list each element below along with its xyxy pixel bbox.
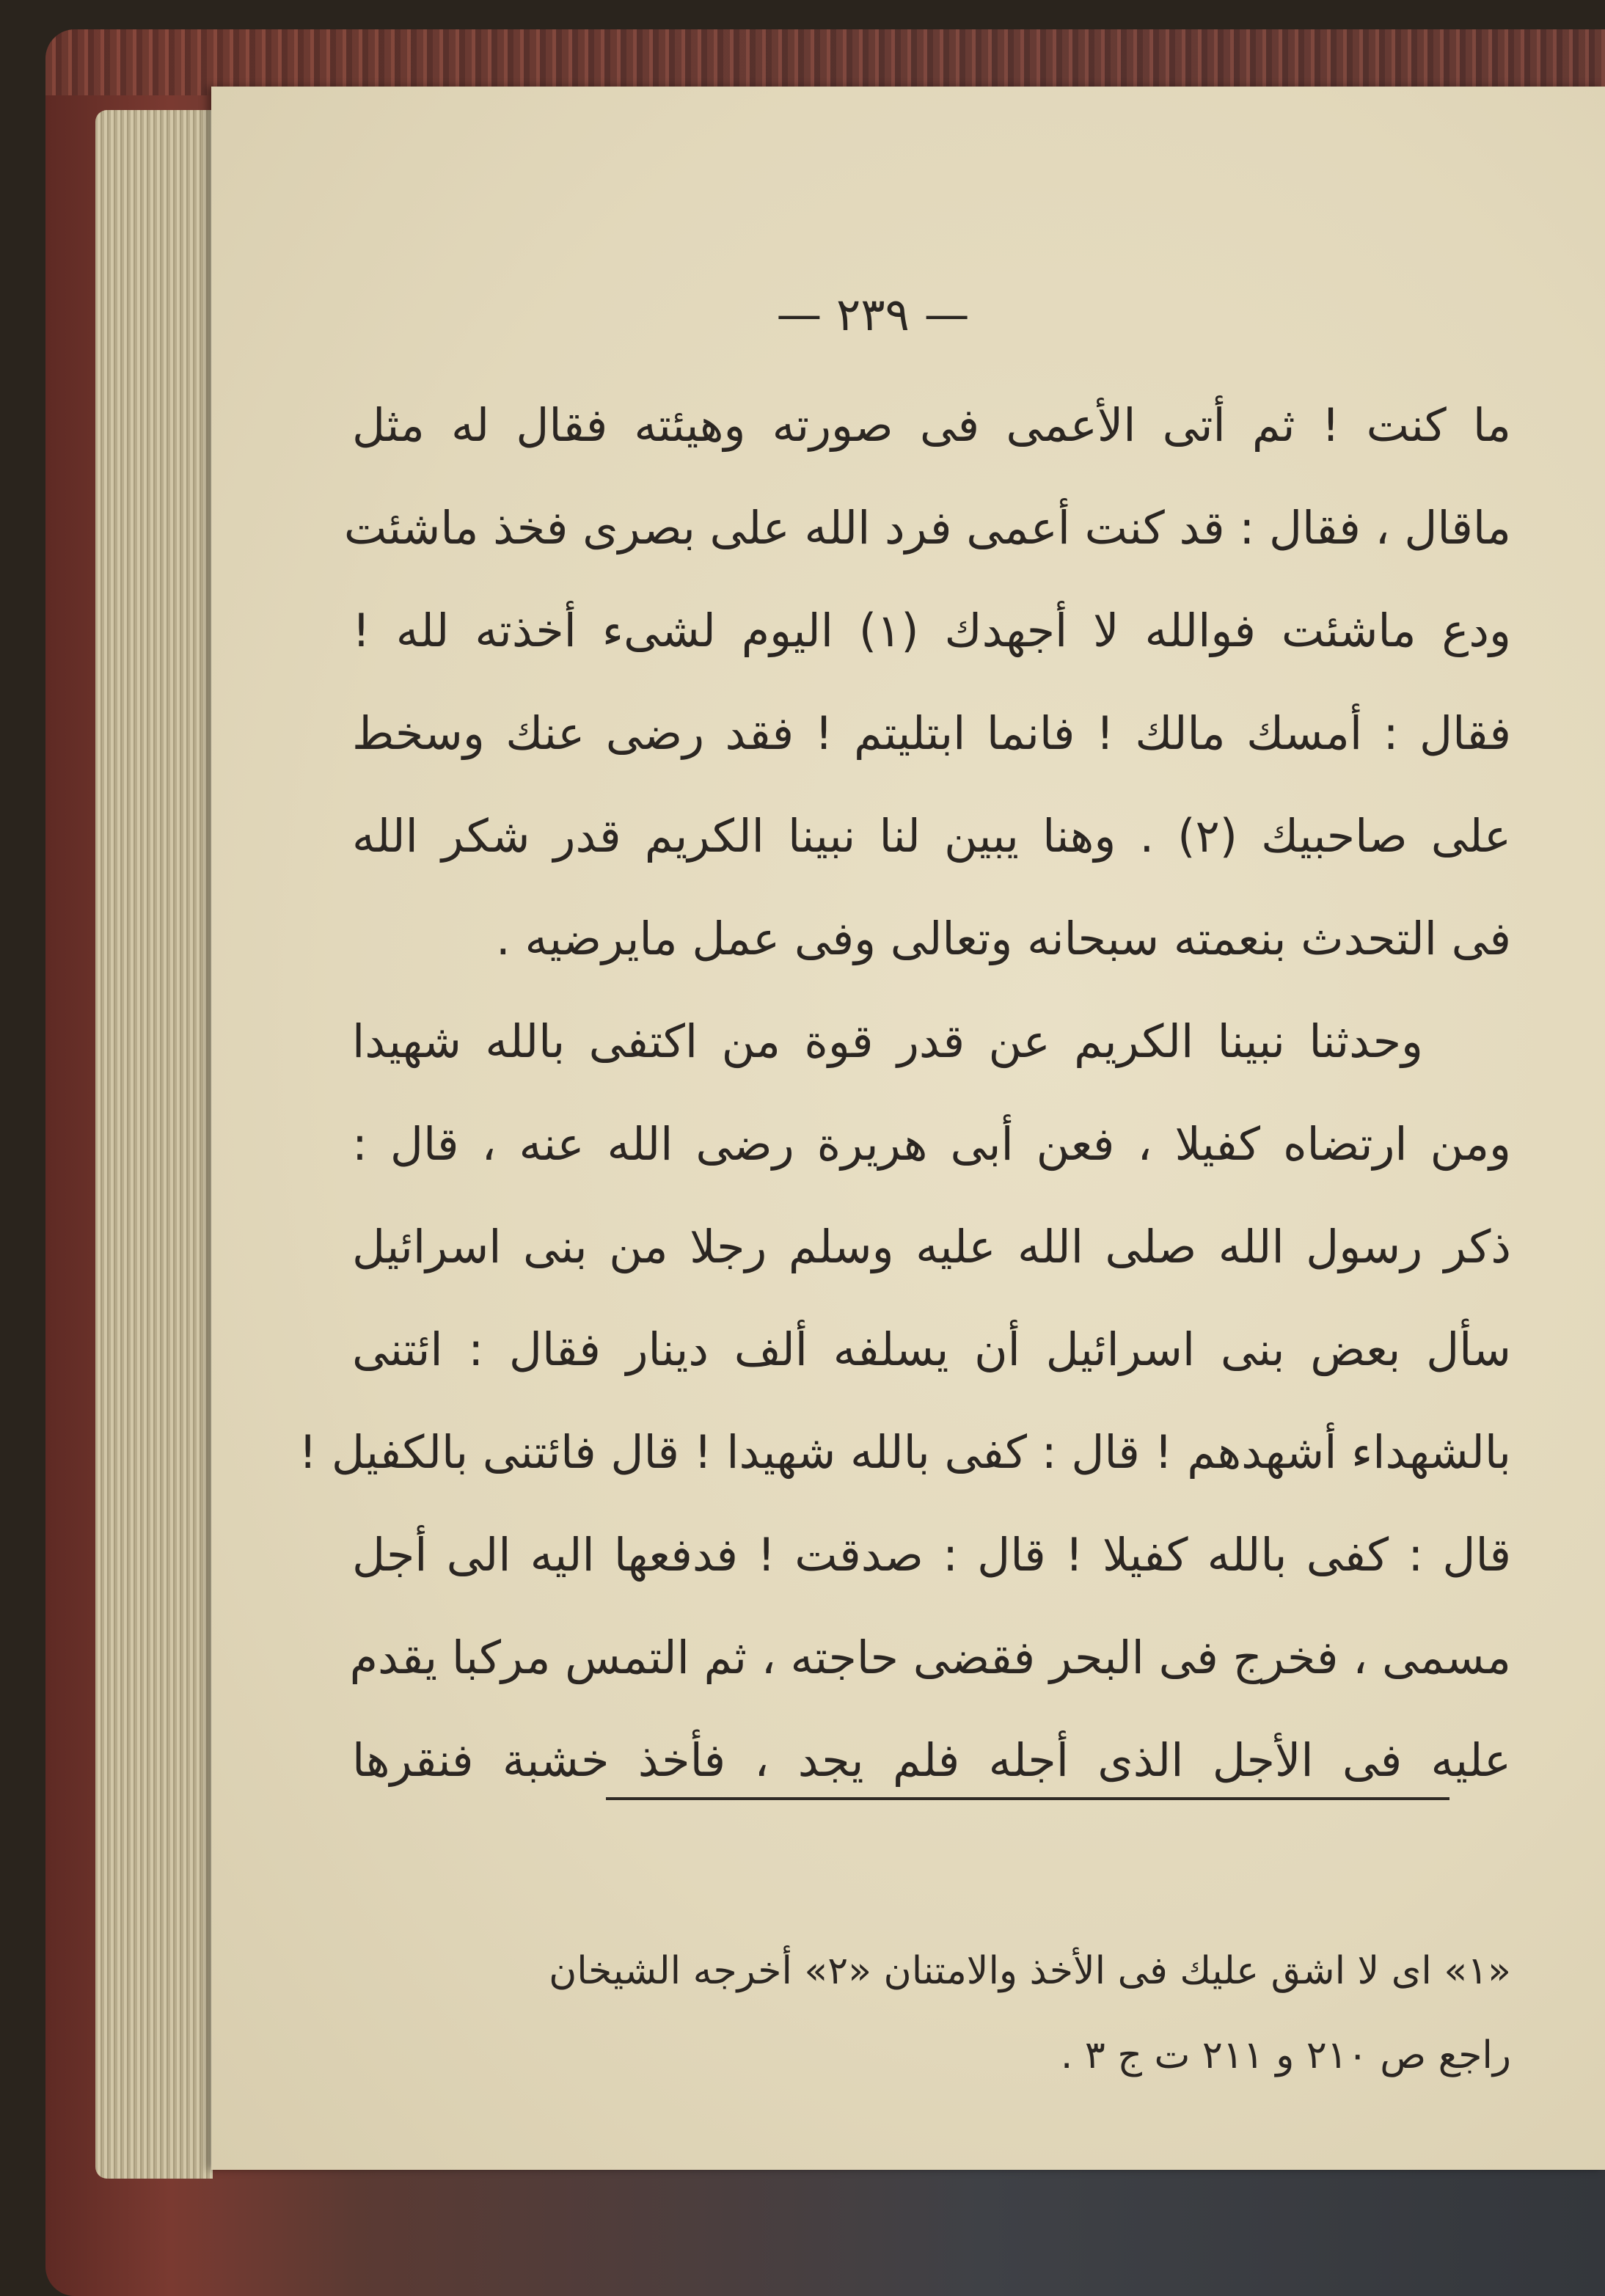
text-line: بالشهداء أشهدهم ! قال : كفى بالله شهيدا ! قال فائتنى بالكفيل ! xyxy=(299,1425,1511,1479)
footnote-line: راجع ص ٢١٠ و ٢١١ ت ج ٣ . xyxy=(1060,2033,1511,2077)
text-line: ذكر رسول الله صلى الله عليه وسلم رجلا من بنى اسرائيل xyxy=(352,1220,1511,1273)
text-line: فى التحدث بنعمته سبحانه وتعالى وفى عمل مايرضيه . xyxy=(496,912,1511,965)
footnote-divider xyxy=(606,1797,1449,1800)
text-line: ماقال ، فقال : قد كنت أعمى فرد الله على بصرى فخذ ماشئت xyxy=(343,501,1511,555)
text-line: على صاحبيك (٢) . وهنا يبين لنا نبينا الكريم قدر شكر الله xyxy=(352,809,1511,863)
page-edges xyxy=(95,110,213,2179)
footnotes xyxy=(352,1929,1511,2098)
book-spine-edge xyxy=(45,29,1605,95)
text-line: ودع ماشئت فوالله لا أجهدك (١) اليوم لشىء أخذته لله ! xyxy=(352,604,1511,657)
text-line: وحدثنا نبينا الكريم عن قدر قوة من اكتفى بالله شهيدا xyxy=(352,1014,1423,1068)
text-line: عليه فى الأجل الذى أجله فلم يجد ، فأخذ خشبة فنقرها xyxy=(352,1733,1511,1787)
text-line: ومن ارتضاه كفيلا ، فعن أبى هريرة رضى الله عنه ، قال : xyxy=(352,1117,1511,1171)
text-line: سأل بعض بنى اسرائيل أن يسلفه ألف دينار فقال : ائتنى xyxy=(352,1323,1511,1376)
text-line: مسمى ، فخرج فى البحر فقضى حاجته ، ثم التمس مركبا يقدم xyxy=(349,1631,1511,1684)
page-number: — ٢٣٩ — xyxy=(776,288,970,341)
text-line: قال : كفى بالله كفيلا ! قال : صدقت ! فدفعها اليه الى أجل xyxy=(352,1528,1511,1582)
footnote-line: «١» اى لا اشق عليك فى الأخذ والامتنان «٢» أخرجه الشيخان xyxy=(549,1949,1511,1993)
body-text xyxy=(299,374,1511,1812)
text-line: فقال : أمسك مالك ! فانما ابتليتم ! فقد رضى عنك وسخط xyxy=(352,706,1511,760)
text-line: ما كنت ! ثم أتى الأعمى فى صورته وهيئته فقال له مثل xyxy=(352,398,1511,452)
